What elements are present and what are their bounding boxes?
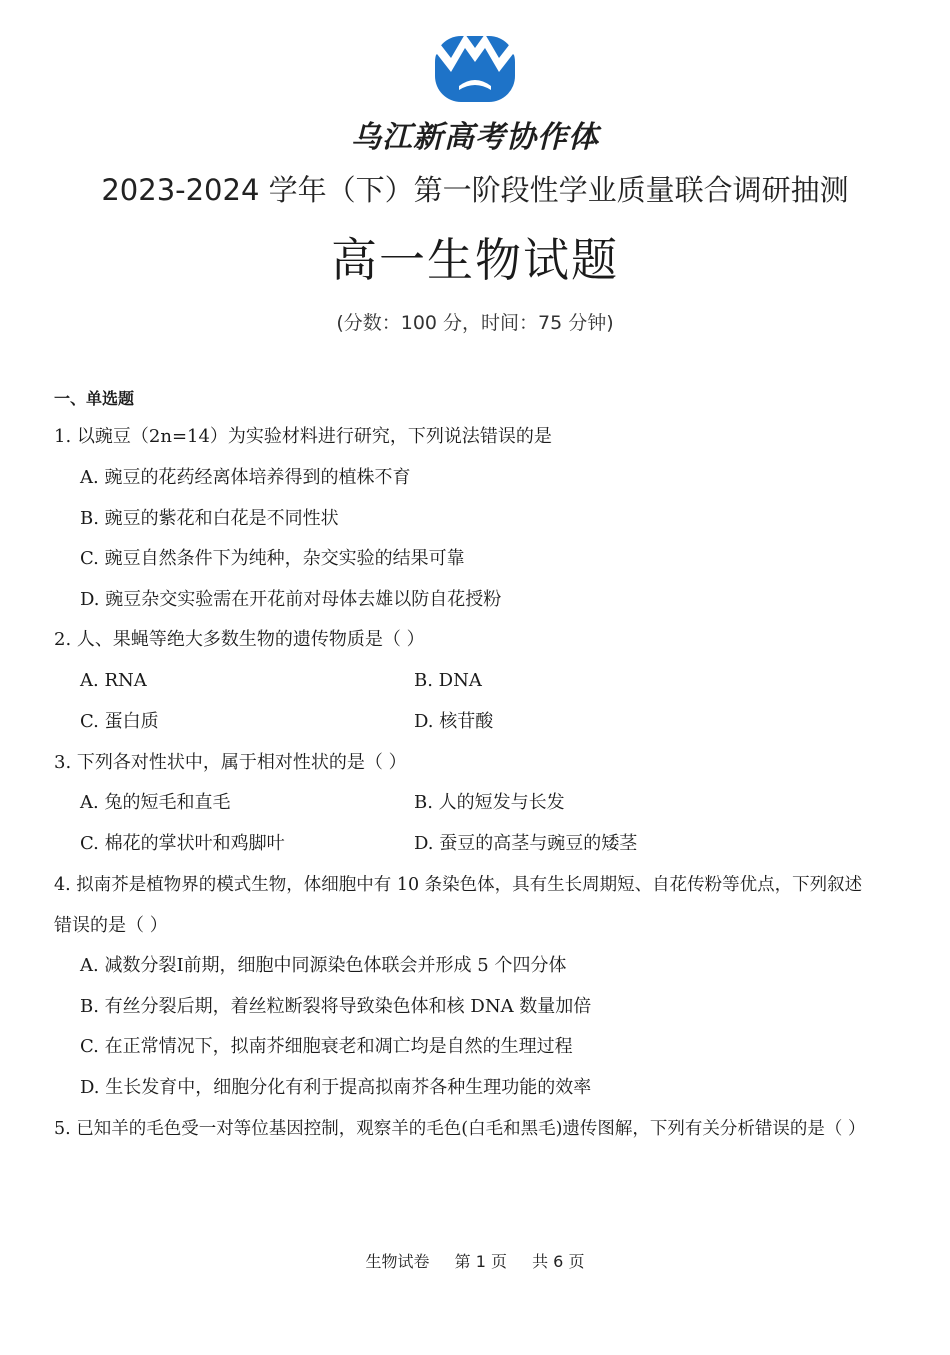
question-option: B. DNA [414, 670, 482, 691]
subject-title: 高一生物试题 [331, 233, 619, 287]
logo [0, 30, 950, 156]
question-option: D. 生长发育中，细胞分化有利于提高拟南芥各种生理功能的效率 [80, 1077, 592, 1098]
exam-title: 2023-2024 学年（下）第一阶段性学业质量联合调研抽测 [101, 173, 849, 207]
question-option: D. 豌豆杂交实验需在开花前对母体去雄以防自花授粉 [80, 589, 502, 610]
question-option: D. 蚕豆的高茎与豌豆的矮茎 [414, 833, 638, 854]
question-option: C. 豌豆自然条件下为纯种，杂交实验的结果可靠 [80, 548, 465, 569]
question-stem: 3. 下列各对性状中，属于相对性状的是（ ） [54, 752, 407, 773]
question-option: C. 棉花的掌状叶和鸡脚叶 [80, 833, 285, 854]
question-option: D. 核苷酸 [414, 711, 494, 732]
page-footer [0, 1249, 950, 1272]
question-option: B. 有丝分裂后期，着丝粒断裂将导致染色体和核 DNA 数量加倍 [80, 996, 592, 1017]
wave-logo-icon [425, 30, 525, 108]
exam-meta: (分数：100 分，时间：75 分钟) [336, 312, 614, 334]
footer-page-number: 第 1 页 [454, 1252, 507, 1271]
question-option: C. 蛋白质 [80, 711, 159, 732]
question-option: A. 豌豆的花药经离体培养得到的植株不育 [80, 467, 411, 488]
org-name: 乌江新高考协作体 [351, 120, 599, 155]
section-title: 一、单选题 [54, 389, 135, 408]
question-stem: 2. 人、果蝇等绝大多数生物的遗传物质是（ ） [54, 629, 425, 650]
question-stem: 4. 拟南芥是植物界的模式生物，体细胞中有 10 条染色体，具有生长周期短、自花传粉等优点，下列叙述 [54, 875, 863, 895]
question-option: A. 减数分裂Ⅰ前期，细胞中同源染色体联会并形成 5 个四分体 [80, 955, 567, 976]
footer-subject: 生物试卷 [365, 1252, 430, 1271]
footer-total-pages: 共 6 页 [532, 1252, 585, 1271]
question-option: A. RNA [80, 670, 147, 691]
question-stem: 5. 已知羊的毛色受一对等位基因控制，观察羊的毛色(白毛和黑毛)遗传图解，下列有关分析错误的是（ ） [54, 1119, 866, 1139]
question-option: B. 豌豆的紫花和白花是不同性状 [80, 508, 339, 529]
question-option: C. 在正常情况下，拟南芥细胞衰老和凋亡均是自然的生理过程 [80, 1036, 573, 1057]
question-option: B. 人的短发与长发 [414, 792, 565, 813]
question-stem: 1. 以豌豆（2n=14）为实验材料进行研究，下列说法错误的是 [54, 426, 552, 447]
question-stem-continued: 错误的是（ ） [54, 915, 168, 936]
question-option: A. 兔的短毛和直毛 [80, 792, 231, 813]
